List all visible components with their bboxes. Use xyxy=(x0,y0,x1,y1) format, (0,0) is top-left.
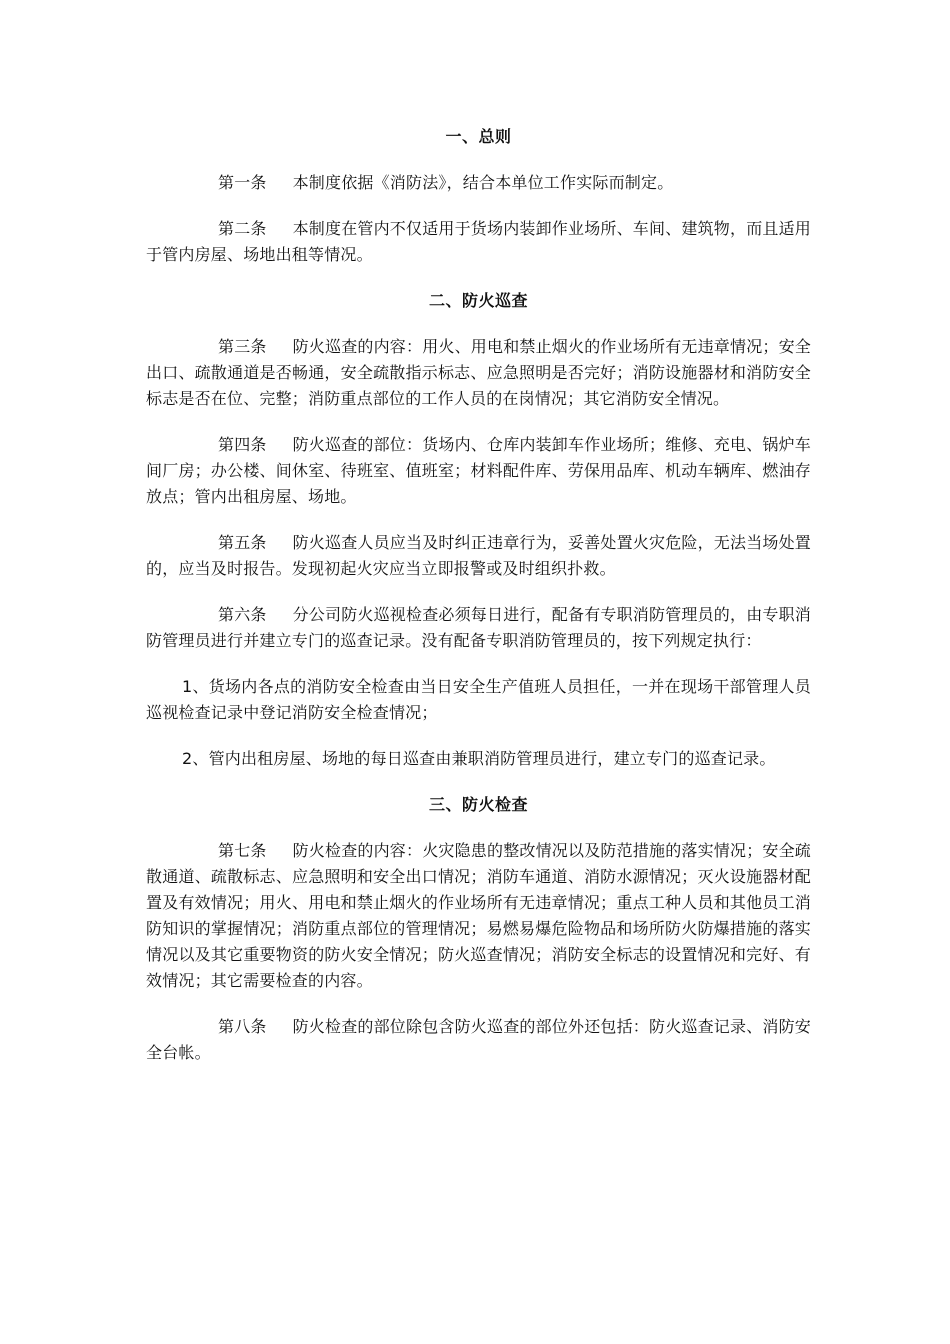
article-number: 第一条 xyxy=(218,173,267,192)
article-number: 第三条 xyxy=(218,337,267,356)
article-5 xyxy=(146,530,811,582)
section-heading-fire-patrol: 二、防火巡查 xyxy=(428,291,528,310)
article-text: 分公司防火巡视检查必须每日进行，配备有专职消防管理员的，由专职消防管理员进行并建立专门的巡查记录。没有配备专职消防管理员的，按下列规定执行： xyxy=(146,605,812,650)
article-text: 防火检查的部位除包含防火巡查的部位外还包括：防火巡查记录、消防安全台帐。 xyxy=(146,1017,812,1062)
list-item-2: 2、管内出租房屋、场地的每日巡查由兼职消防管理员进行，建立专门的巡查记录。 xyxy=(182,749,776,768)
article-7 xyxy=(146,838,811,994)
article-number: 第二条 xyxy=(218,219,267,238)
section-heading-fire-inspection: 三、防火检查 xyxy=(428,795,528,814)
article-text: 防火检查的内容：火灾隐患的整改情况以及防范措施的落实情况；安全疏散通道、疏散标志、应急照明和安全出口情况；消防车通道、消防水源情况；灭火设施器材配置及有效情况；用火、用电和禁止烟火的作业场所有无违章情况；重点工种人员和其他员工消防知识的掌握情况；消防重点部位的管理情况；易燃易爆危险物品和场所防火防爆措施的落实情况以及其它重要物资的防火安全情况；防火巡查情况；消防安全标志的设置情况和完好、有效情况；其它需要检查的内容。 xyxy=(146,841,812,990)
article-number: 第五条 xyxy=(218,533,267,552)
article-number: 第八条 xyxy=(218,1017,267,1036)
article-number: 第六条 xyxy=(218,605,267,624)
article-number: 第七条 xyxy=(218,841,267,860)
article-3 xyxy=(146,334,811,412)
article-4 xyxy=(146,432,811,510)
article-number: 第四条 xyxy=(218,435,267,454)
article-text: 防火巡查的部位：货场内、仓库内装卸车作业场所；维修、充电、锅炉车间厂房；办公楼、间休室、待班室、值班室；材料配件库、劳保用品库、机动车辆库、燃油存放点；管内出租房屋、场地。 xyxy=(146,435,812,506)
article-6 xyxy=(146,602,811,654)
article-1 xyxy=(146,170,811,196)
article-8 xyxy=(146,1014,811,1066)
document-body xyxy=(146,124,811,1086)
article-text: 防火巡查的内容：用火、用电和禁止烟火的作业场所有无违章情况；安全出口、疏散通道是否畅通，安全疏散指示标志、应急照明是否完好；消防设施器材和消防安全标志是否在位、完整；消防重点部位的工作人员的在岗情况；其它消防安全情况。 xyxy=(146,337,812,408)
list-item-1: 1、货场内各点的消防安全检查由当日安全生产值班人员担任，一并在现场干部管理人员巡视检查记录中登记消防安全检查情况； xyxy=(146,677,811,722)
article-text: 防火巡查人员应当及时纠正违章行为，妥善处置火灾危险，无法当场处置的，应当及时报告。发现初起火灾应当立即报警或及时组织扑救。 xyxy=(146,533,812,578)
article-text: 本制度依据《消防法》，结合本单位工作实际而制定。 xyxy=(292,173,674,192)
article-2 xyxy=(146,216,811,268)
section-heading-general: 一、总则 xyxy=(445,127,512,146)
article-text: 本制度在管内不仅适用于货场内装卸作业场所、车间、建筑物，而且适用于管内房屋、场地出租等情况。 xyxy=(146,219,812,264)
